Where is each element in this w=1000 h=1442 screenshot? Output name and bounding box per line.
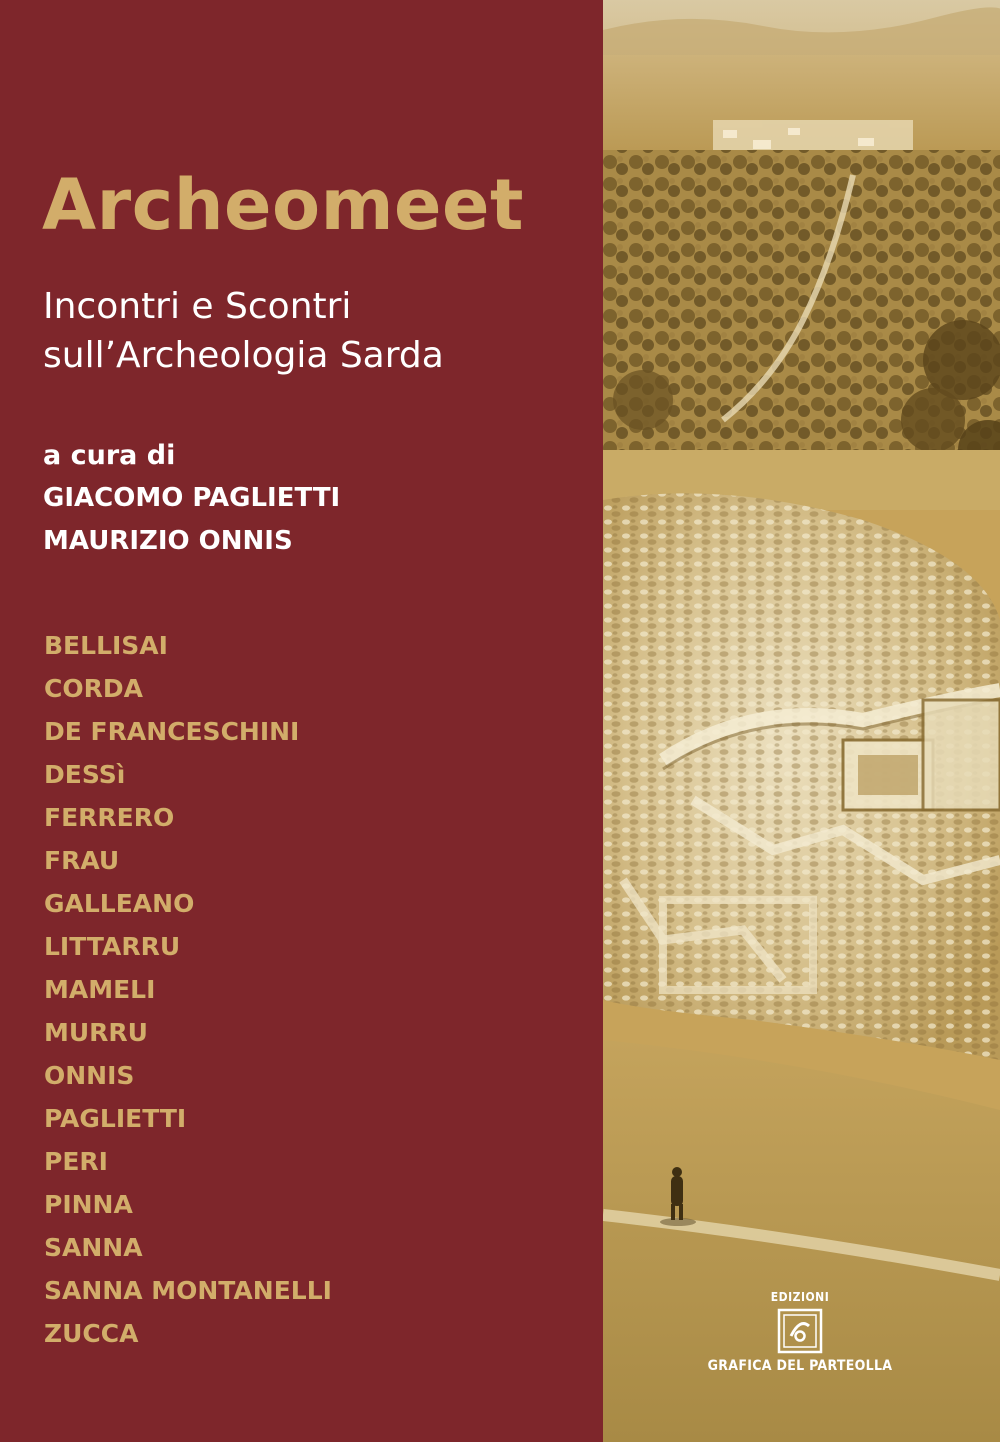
author-name: MURRU [44,1018,148,1047]
author-name: PINNA [44,1190,133,1219]
aerial-archaeological-site-photo [603,0,1000,1442]
book-title: Archeomeet [42,164,524,246]
author-name: LITTARRU [44,932,181,961]
publisher-logo-icon [777,1308,823,1354]
editors-block [43,434,340,563]
author-name: ONNIS [44,1061,135,1090]
publisher-name: GRAFICA DEL PARTEOLLA [707,1358,893,1374]
subtitle-line-2: sull’Archeologia Sarda [43,335,444,376]
publisher-label: EDIZIONI [770,1290,830,1304]
editor-name: MAURIZIO ONNIS [43,526,293,556]
book-subtitle [43,282,444,380]
editor-name: GIACOMO PAGLIETTI [43,483,341,513]
author-name: FRAU [44,846,120,875]
author-name: PERI [44,1147,108,1176]
authors-list [44,624,332,1355]
author-name: CORDA [44,674,143,703]
author-name: SANNA [44,1233,143,1262]
author-name: PAGLIETTI [44,1104,187,1133]
author-name: BELLISAI [44,631,168,660]
author-name: MAMELI [44,975,156,1004]
author-name: FERRERO [44,803,175,832]
author-name: GALLEANO [44,889,195,918]
subtitle-line-1: Incontri e Scontri [43,286,352,327]
publisher-logo [700,1290,900,1374]
author-name: ZUCCA [44,1319,139,1348]
author-name: SANNA MONTANELLI [44,1276,332,1305]
curated-by-label: a cura di [43,440,176,471]
author-name: DESSì [44,760,126,789]
author-name: DE FRANCESCHINI [44,717,300,746]
cover-photo [603,0,1000,1442]
